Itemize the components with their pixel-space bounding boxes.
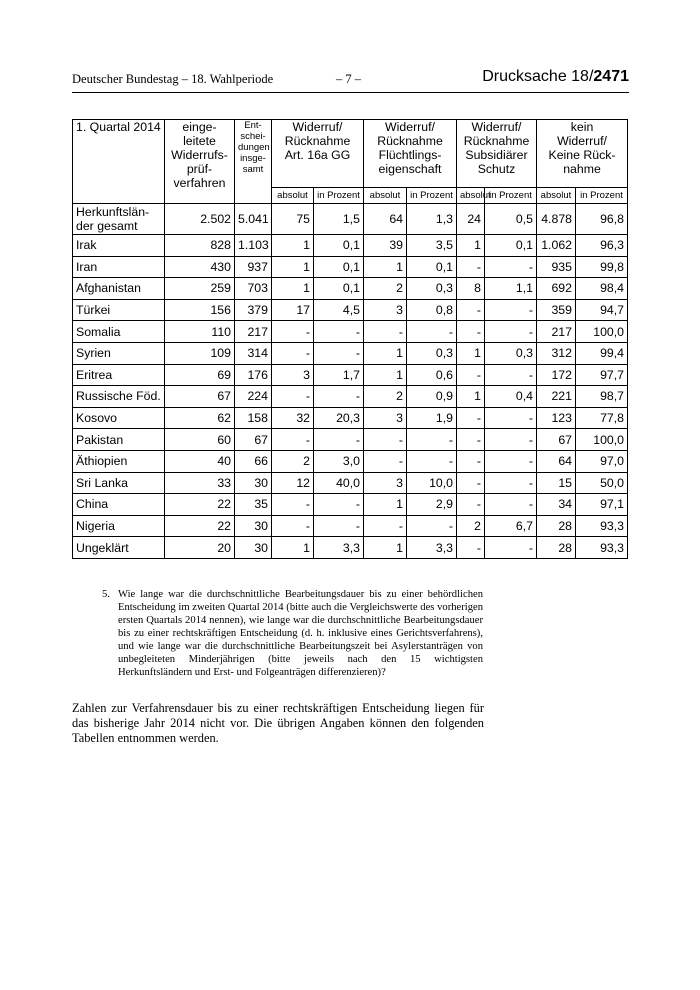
table-cell: 98,7 [576, 386, 628, 408]
table-cell: - [457, 472, 485, 494]
table-row [73, 386, 628, 408]
row-label: Ungeklärt [73, 537, 165, 559]
table-cell: 67 [235, 429, 272, 451]
table-cell: 5.041 [235, 204, 272, 235]
table-cell: - [457, 299, 485, 321]
table-cell: 34 [537, 494, 576, 516]
table-cell: 99,4 [576, 342, 628, 364]
table-cell: - [485, 321, 537, 343]
table-cell: 67 [537, 429, 576, 451]
table-cell: - [457, 494, 485, 516]
table-cell: 75 [272, 204, 314, 235]
table-cell: 3,3 [314, 537, 364, 559]
table-cell: 0,8 [407, 299, 457, 321]
document-number [482, 68, 629, 86]
table-cell: - [272, 321, 314, 343]
table-cell: 1 [457, 342, 485, 364]
row-label: Pakistan [73, 429, 165, 451]
table-row [73, 321, 628, 343]
table-cell: 828 [165, 235, 235, 257]
table-cell: 430 [165, 256, 235, 278]
table-cell: 28 [537, 537, 576, 559]
table-cell: 2,9 [407, 494, 457, 516]
header-subsidiaer: Widerruf/ Rücknahme Subsidiärer Schutz [457, 120, 537, 188]
table-cell: - [314, 386, 364, 408]
table-cell: 32 [272, 407, 314, 429]
table-cell: 15 [537, 472, 576, 494]
subheader-prozent: in Prozent [314, 188, 364, 204]
table-cell: 1,7 [314, 364, 364, 386]
table-cell: - [457, 364, 485, 386]
table-cell: - [485, 494, 537, 516]
answer-text: Zahlen zur Verfahrensdauer bis zu einer rechtskräftigen Entscheidung liegen für das bisherige Jahr 2014 nicht vor. Die übrigen Angaben können den folgenden Tabellen entnommen werden. [72, 701, 484, 745]
table-cell: 33 [165, 472, 235, 494]
table-cell: - [457, 450, 485, 472]
table-cell: 24 [457, 204, 485, 235]
table-cell: 1 [364, 364, 407, 386]
table-row [73, 515, 628, 537]
table-cell: 123 [537, 407, 576, 429]
table-cell: 0,1 [407, 256, 457, 278]
row-label: Somalia [73, 321, 165, 343]
table-cell: - [457, 256, 485, 278]
table-cell: 109 [165, 342, 235, 364]
row-label: Nigeria [73, 515, 165, 537]
row-label: Sri Lanka [73, 472, 165, 494]
table-cell: 1,3 [407, 204, 457, 235]
row-label: Kosovo [73, 407, 165, 429]
header-eingeleitete: einge- leitete Widerrufs- prüf- verfahren [165, 120, 235, 204]
table-cell: 0,5 [485, 204, 537, 235]
table-cell: 10,0 [407, 472, 457, 494]
table-cell: 3,5 [407, 235, 457, 257]
table-row [73, 204, 628, 235]
table-cell: 39 [364, 235, 407, 257]
table-cell: 935 [537, 256, 576, 278]
table-cell: 0,3 [407, 278, 457, 300]
page-header [72, 70, 629, 93]
table-cell: 259 [165, 278, 235, 300]
table-cell: 110 [165, 321, 235, 343]
table-cell: 6,7 [485, 515, 537, 537]
table-row [73, 450, 628, 472]
table-cell: 0,6 [407, 364, 457, 386]
row-label: Äthiopien [73, 450, 165, 472]
table-row [73, 235, 628, 257]
table-cell: 172 [537, 364, 576, 386]
table-cell: - [364, 515, 407, 537]
table-cell: 217 [235, 321, 272, 343]
parliament-label: Deutscher Bundestag – 18. Wahlperiode [72, 72, 274, 86]
table-cell: - [407, 450, 457, 472]
table-cell: 96,3 [576, 235, 628, 257]
table-cell: - [364, 450, 407, 472]
table-cell: 98,4 [576, 278, 628, 300]
table-row [73, 537, 628, 559]
table-cell: 60 [165, 429, 235, 451]
table-cell: - [485, 472, 537, 494]
table-cell: - [457, 321, 485, 343]
table-cell: - [314, 515, 364, 537]
header-kein-widerruf: kein Widerruf/ Keine Rück- nahme [537, 120, 628, 188]
row-label: China [73, 494, 165, 516]
table-cell: 2 [364, 278, 407, 300]
table-cell: 703 [235, 278, 272, 300]
table-cell: 1 [457, 386, 485, 408]
table-cell: 97,0 [576, 450, 628, 472]
table-cell: 176 [235, 364, 272, 386]
table-cell: - [407, 429, 457, 451]
table-cell: 97,1 [576, 494, 628, 516]
table-cell: 100,0 [576, 321, 628, 343]
table-cell: 1 [272, 278, 314, 300]
table-cell: 3 [272, 364, 314, 386]
table-cell: 40 [165, 450, 235, 472]
table-cell: 35 [235, 494, 272, 516]
row-label: Türkei [73, 299, 165, 321]
table-row [73, 429, 628, 451]
table-cell: 2 [457, 515, 485, 537]
table-cell: 97,7 [576, 364, 628, 386]
table-cell: 3,0 [314, 450, 364, 472]
subheader-prozent: in Prozent [407, 188, 457, 204]
table-cell: 30 [235, 515, 272, 537]
table-cell: 3 [364, 472, 407, 494]
table-cell: - [272, 386, 314, 408]
header-art16a: Widerruf/ Rücknahme Art. 16a GG [272, 120, 364, 188]
table-cell: 93,3 [576, 515, 628, 537]
table-cell: 692 [537, 278, 576, 300]
table-cell: 0,3 [485, 342, 537, 364]
table-cell: - [314, 342, 364, 364]
table-cell: 67 [165, 386, 235, 408]
table-cell: - [485, 299, 537, 321]
table-cell: 4.878 [537, 204, 576, 235]
table-cell: 64 [537, 450, 576, 472]
table-cell: - [272, 342, 314, 364]
row-label: Iran [73, 256, 165, 278]
table-cell: - [485, 537, 537, 559]
table-cell: 2 [272, 450, 314, 472]
table-cell: 158 [235, 407, 272, 429]
table-cell: 100,0 [576, 429, 628, 451]
table-cell: - [272, 494, 314, 516]
table-cell: 1,5 [314, 204, 364, 235]
header-fluechtling: Widerruf/ Rücknahme Flüchtlings- eigenschaft [364, 120, 457, 188]
subheader-absolut: absolut [537, 188, 576, 204]
table-cell: - [272, 515, 314, 537]
table-cell: 3,3 [407, 537, 457, 559]
table-cell: 1 [364, 256, 407, 278]
table-cell: 359 [537, 299, 576, 321]
table-cell: 156 [165, 299, 235, 321]
table-cell: 1 [272, 256, 314, 278]
table-cell: 224 [235, 386, 272, 408]
row-label: Irak [73, 235, 165, 257]
table-cell: 2.502 [165, 204, 235, 235]
header-entscheidungen: Ent- schei- dungen insge- samt [235, 120, 272, 204]
table-cell: - [364, 321, 407, 343]
table-cell: 1 [364, 494, 407, 516]
table-cell: 17 [272, 299, 314, 321]
table-cell: 94,7 [576, 299, 628, 321]
table-cell: - [272, 429, 314, 451]
row-label: Herkunftslän- der gesamt [73, 204, 165, 235]
table-cell: 1 [457, 235, 485, 257]
table-cell: 22 [165, 515, 235, 537]
table-cell: 0,4 [485, 386, 537, 408]
table-cell: 30 [235, 537, 272, 559]
table-cell: 2 [364, 386, 407, 408]
table-cell: 28 [537, 515, 576, 537]
table-cell: 40,0 [314, 472, 364, 494]
table-row [73, 278, 628, 300]
table-cell: 96,8 [576, 204, 628, 235]
row-label: Syrien [73, 342, 165, 364]
table-cell: 312 [537, 342, 576, 364]
table-row [73, 472, 628, 494]
doc-number: 2471 [593, 68, 629, 85]
table-cell: 379 [235, 299, 272, 321]
table-cell: 1,1 [485, 278, 537, 300]
subheader-absolut: absolut [457, 188, 485, 204]
table-row [73, 299, 628, 321]
table-cell: - [457, 407, 485, 429]
table-cell: 937 [235, 256, 272, 278]
table-cell: 62 [165, 407, 235, 429]
table-cell: 4,5 [314, 299, 364, 321]
table-cell: 22 [165, 494, 235, 516]
revocation-table [72, 119, 628, 559]
table-cell: 0,9 [407, 386, 457, 408]
table-cell: 0,3 [407, 342, 457, 364]
table-row [73, 256, 628, 278]
table-body [73, 204, 628, 559]
subheader-absolut: absolut [272, 188, 314, 204]
table-row [73, 364, 628, 386]
table-cell: - [314, 321, 364, 343]
table-cell: 314 [235, 342, 272, 364]
table-cell: - [314, 429, 364, 451]
table-cell: - [457, 429, 485, 451]
subheader-prozent: in Prozent [576, 188, 628, 204]
row-label: Afghanistan [73, 278, 165, 300]
table-cell: 1.062 [537, 235, 576, 257]
table-cell: 50,0 [576, 472, 628, 494]
table-cell: - [485, 364, 537, 386]
table-cell: 77,8 [576, 407, 628, 429]
subheader-absolut: absolut [364, 188, 407, 204]
doc-label: Drucksache 18/ [482, 68, 594, 85]
table-cell: 1,9 [407, 407, 457, 429]
question-number: 5. [102, 589, 110, 600]
table-cell: 3 [364, 299, 407, 321]
table-cell: - [407, 515, 457, 537]
row-label: Eritrea [73, 364, 165, 386]
table-cell: 0,1 [314, 235, 364, 257]
table-cell: 99,8 [576, 256, 628, 278]
table-cell: - [407, 321, 457, 343]
subheader-prozent: in Prozent [485, 188, 537, 204]
table-cell: - [485, 256, 537, 278]
table-cell: - [314, 494, 364, 516]
table-cell: - [485, 429, 537, 451]
table-cell: 0,1 [314, 278, 364, 300]
question-5 [102, 588, 483, 679]
table-cell: - [485, 407, 537, 429]
table-cell: 1 [272, 537, 314, 559]
table-cell: - [485, 450, 537, 472]
page-number: – 7 – [336, 72, 361, 86]
table-row [73, 342, 628, 364]
table-cell: 0,1 [314, 256, 364, 278]
header-corner: 1. Quartal 2014 [73, 120, 165, 204]
table-cell: 1 [272, 235, 314, 257]
table-row [73, 407, 628, 429]
table-header-row [73, 120, 628, 188]
table-cell: 1 [364, 342, 407, 364]
table-cell: 93,3 [576, 537, 628, 559]
table-cell: 1 [364, 537, 407, 559]
table-cell: - [457, 537, 485, 559]
row-label: Russische Föd. [73, 386, 165, 408]
table-cell: 20 [165, 537, 235, 559]
table-cell: 217 [537, 321, 576, 343]
table-cell: 221 [537, 386, 576, 408]
table-cell: 66 [235, 450, 272, 472]
table-cell: - [364, 429, 407, 451]
table-cell: 0,1 [485, 235, 537, 257]
table-cell: 30 [235, 472, 272, 494]
question-text: Wie lange war die durchschnittliche Bearbeitungsdauer bis zu einer behördlichen Entscheidung im zweiten Quartal 2014 (bitte auch die Vergleichswerte des vorherigen ersten Quartals 2014 nennen), wie lange war die durchschnittliche Bearbeitungsdauer bis zu einer rechtskräftigen Entscheidung (d. h. inklusive eines Gerichtsverfahrens), und wie lange war die durchschnittliche Bearbeitungszeit bei Asylerstanträgen von unbegleiteten Minderjährigen (bitte jeweils nach den 15 wichtigsten Herkunftsländern und Erst- und Folgeanträgen differenzieren)? [118, 589, 483, 678]
table-cell: 20,3 [314, 407, 364, 429]
table-cell: 69 [165, 364, 235, 386]
table-cell: 12 [272, 472, 314, 494]
table-cell: 1.103 [235, 235, 272, 257]
table-row [73, 494, 628, 516]
table-cell: 3 [364, 407, 407, 429]
table-cell: 64 [364, 204, 407, 235]
table-cell: 8 [457, 278, 485, 300]
